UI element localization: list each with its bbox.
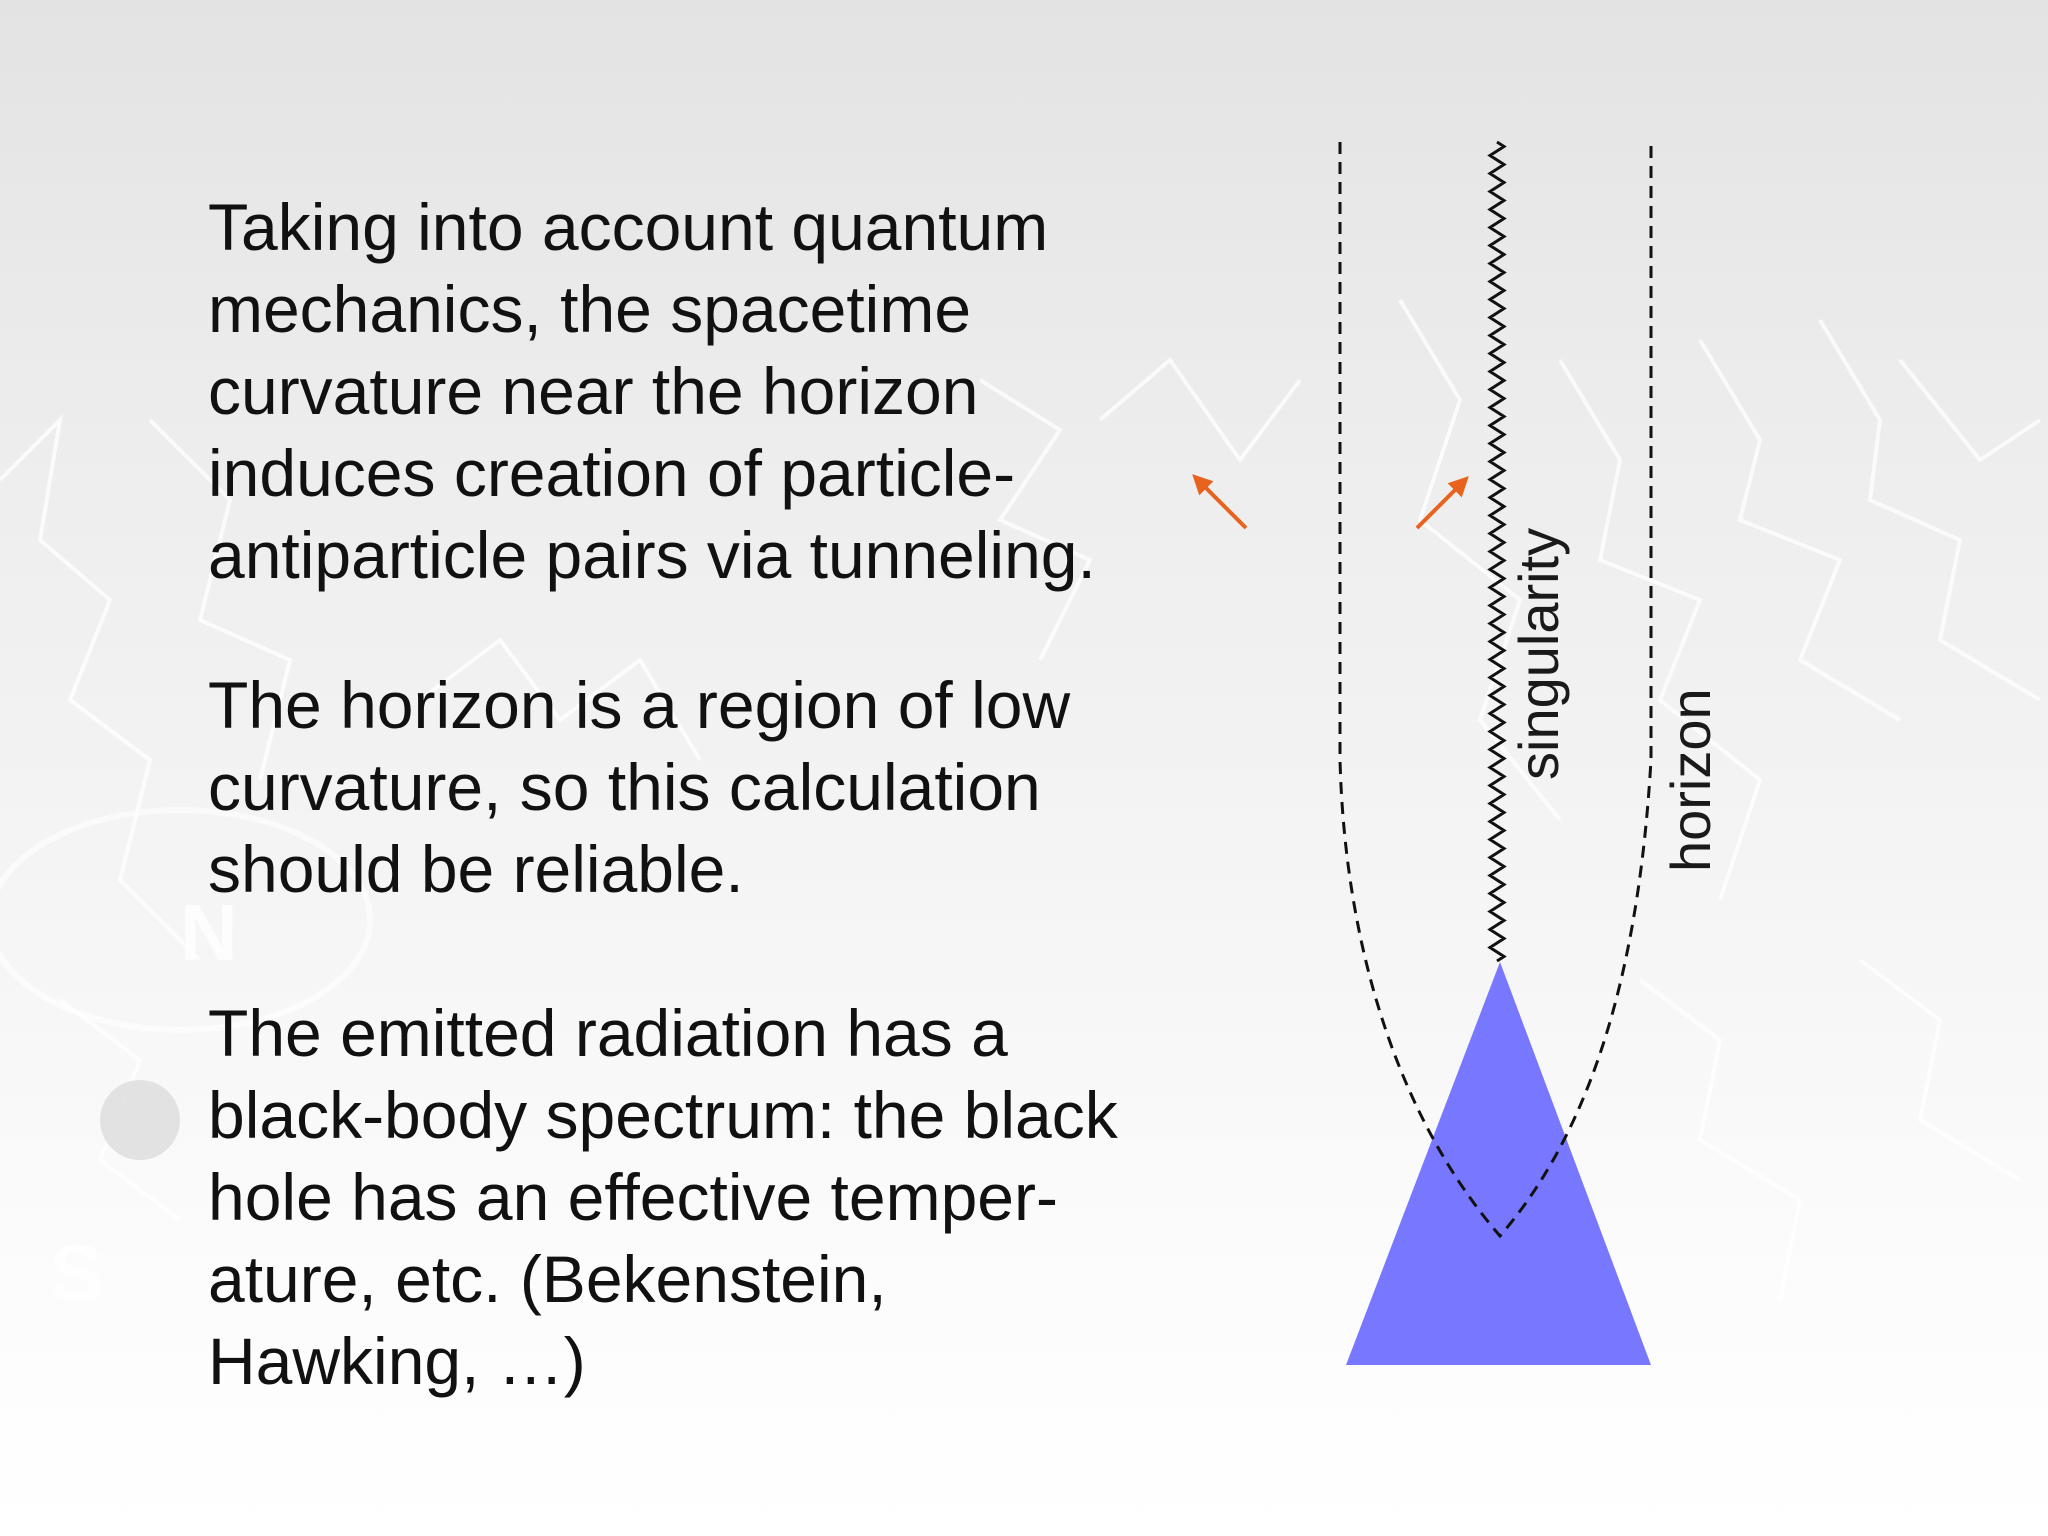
paragraph-1-line-3: curvature near the horizon xyxy=(208,354,979,428)
paragraph-3-line-4: ature, etc. (Bekenstein, xyxy=(208,1242,887,1316)
paragraph-3-line-1: The emitted radiation has a xyxy=(208,996,1008,1070)
particle-arrow xyxy=(1417,479,1466,528)
svg-text:N: N xyxy=(180,888,238,977)
paragraph-3-line-2: black-body spectrum: the black xyxy=(208,1078,1118,1152)
collapsing-star-cone xyxy=(1346,962,1651,1365)
paragraph-1-line-2: mechanics, the spacetime xyxy=(208,272,972,346)
paragraph-1-line-1: Taking into account quantum xyxy=(208,190,1049,264)
paragraph-3-line-5: Hawking, …) xyxy=(208,1324,586,1398)
paragraph-2-line-1: The horizon is a region of low xyxy=(208,668,1071,742)
singularity-line xyxy=(1490,142,1504,961)
paragraph-2-line-2: curvature, so this calculation xyxy=(208,750,1041,824)
paragraph-2-line-3: should be reliable. xyxy=(208,832,744,906)
antiparticle-arrow xyxy=(1195,477,1246,528)
paragraph-1-line-5: antiparticle pairs via tunneling. xyxy=(208,518,1096,592)
svg-text:S: S xyxy=(50,1228,104,1317)
horizon-label: horizon xyxy=(1659,688,1722,872)
paragraph-1-line-4: induces creation of particle- xyxy=(208,436,1016,510)
paragraph-3-line-3: hole has an effective temper- xyxy=(208,1160,1058,1234)
singularity-label: singularity xyxy=(1507,527,1570,780)
